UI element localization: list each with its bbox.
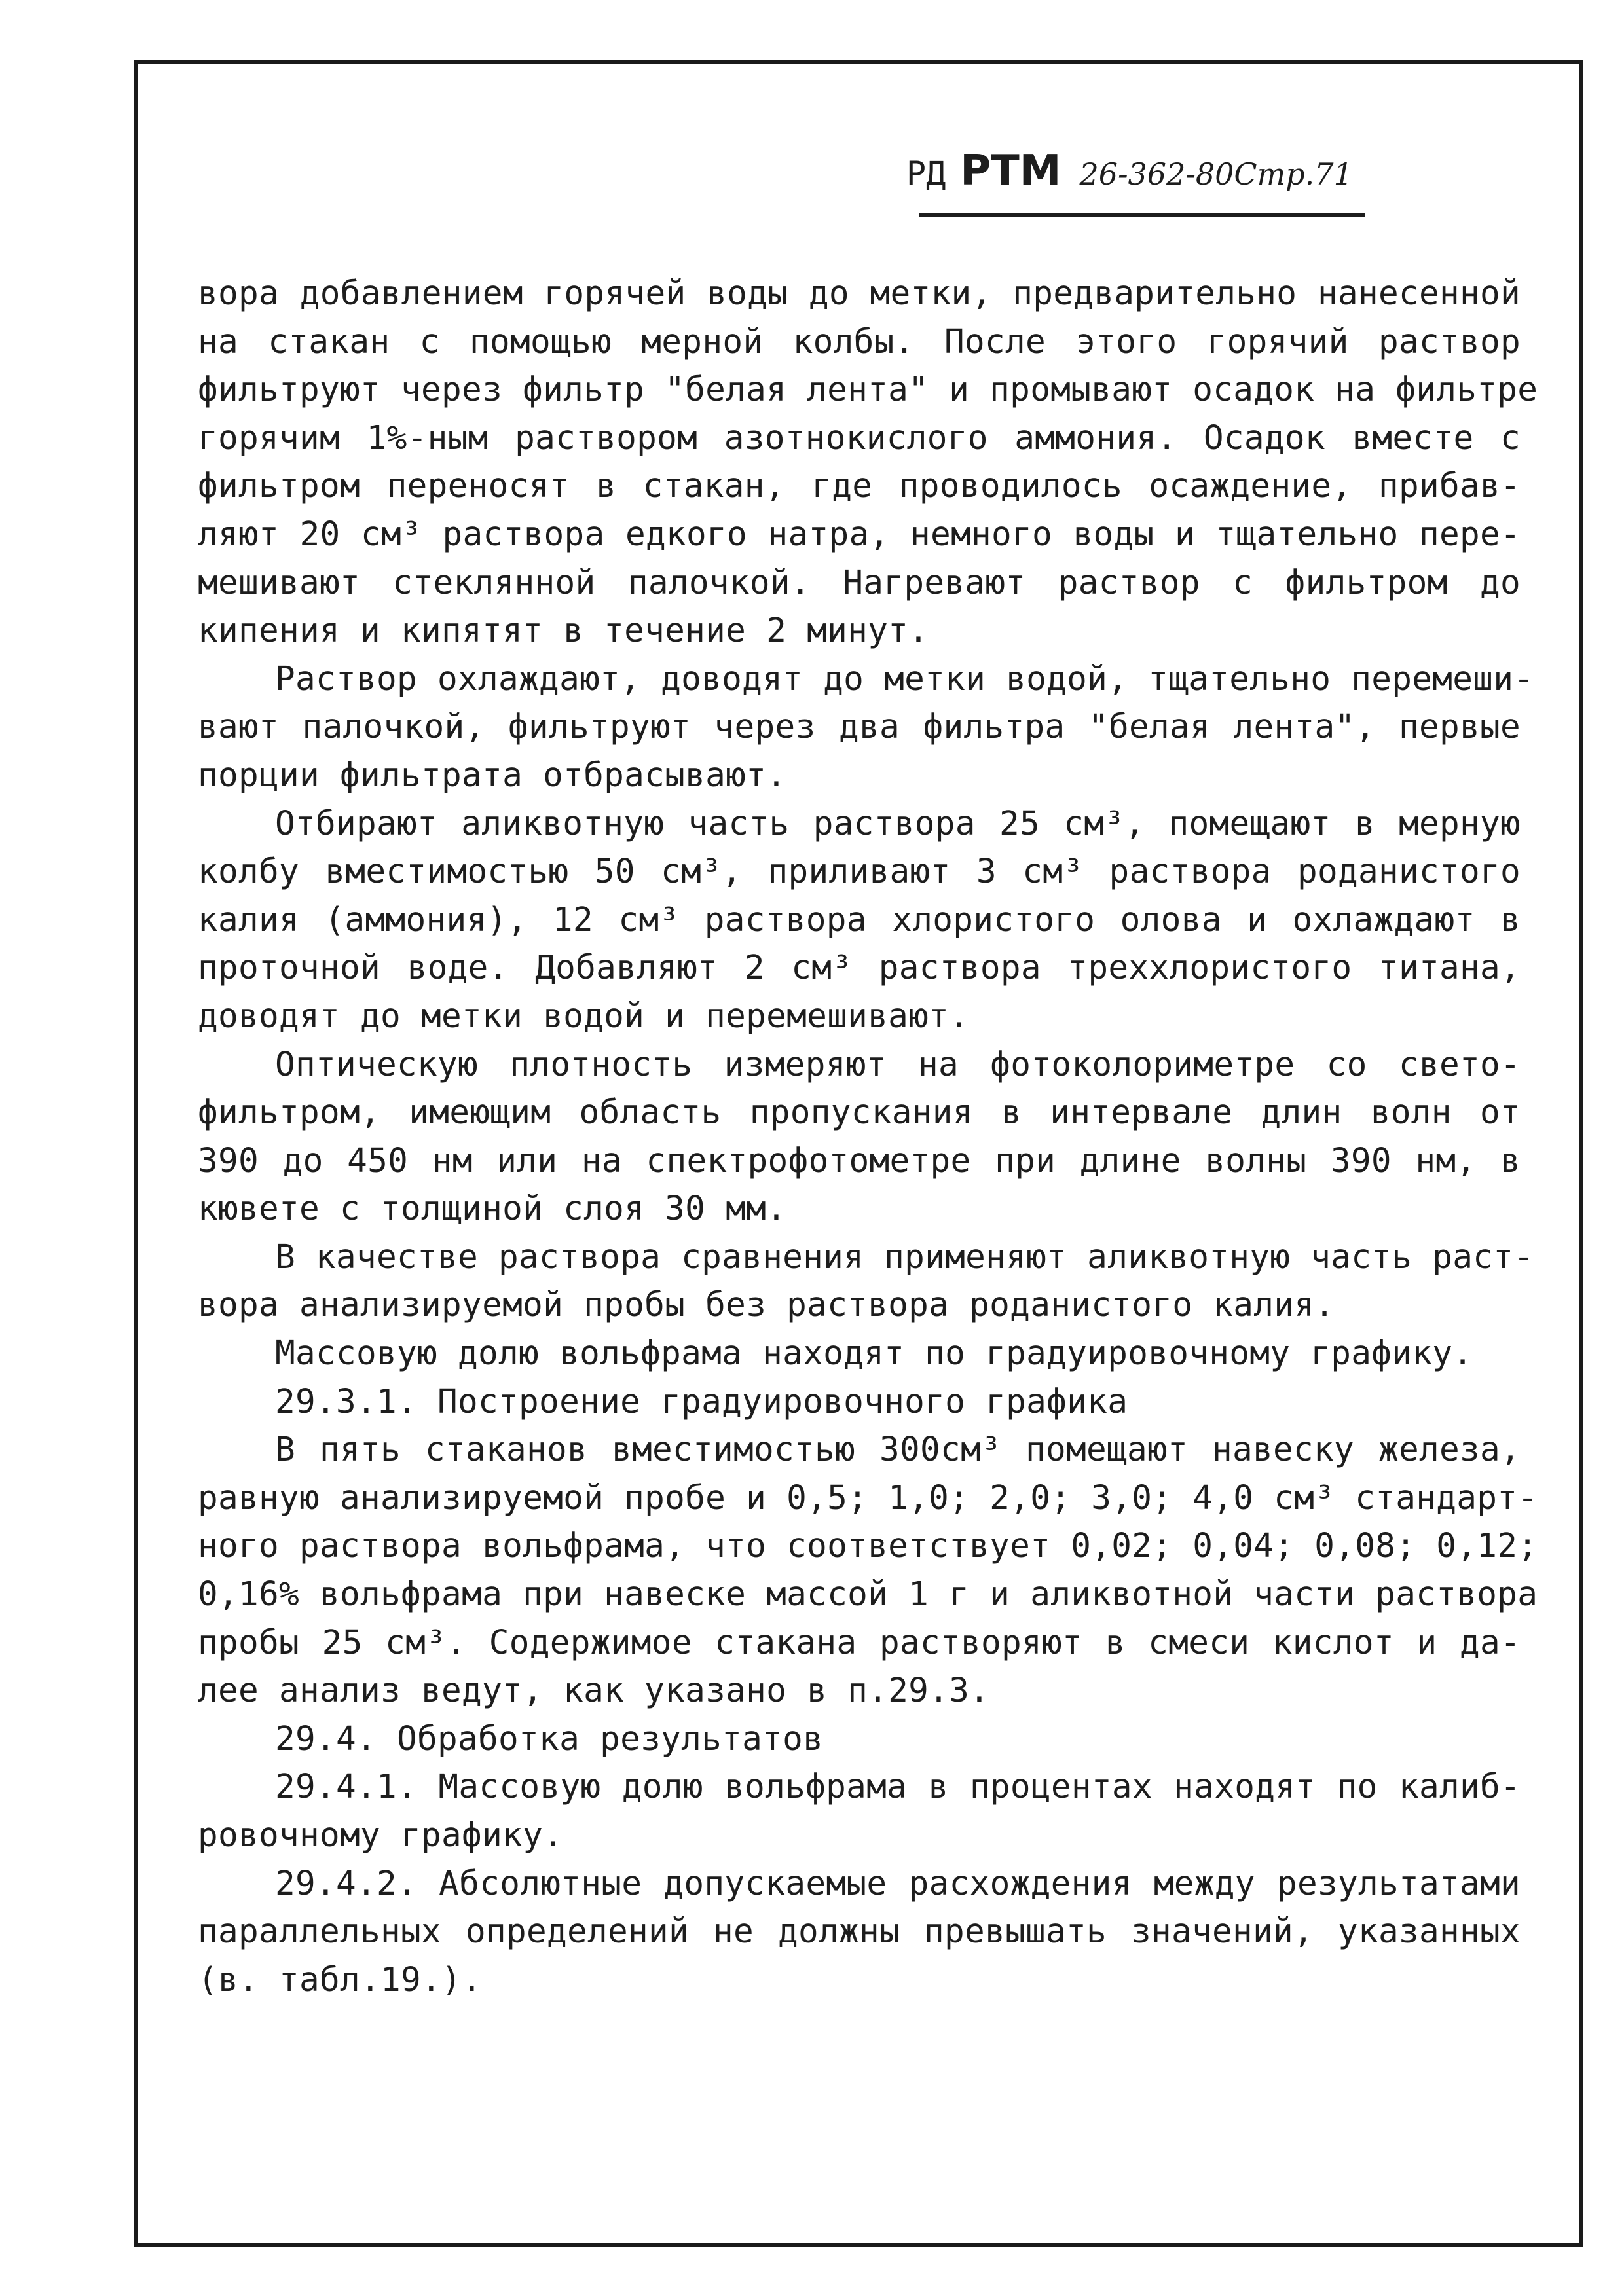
text-line: вора добавлением горячей воды до метки, предварительно нанесенной (198, 274, 1521, 313)
section-heading: 29.4. Обработка результатов (275, 1719, 824, 1758)
text-line: ляют 20 см³ раствора едкого натра, немного воды и тщательно пере- (198, 515, 1521, 554)
section-heading: 29.3.1. Построение градуировочного графика (275, 1382, 1128, 1421)
header-underline (919, 213, 1365, 217)
text-line: вора анализируемой пробы без раствора роданистого калия. (198, 1286, 1335, 1325)
text-line: 0,16% вольфрама при навеске массой 1 г и аликвотной части раствора (198, 1575, 1538, 1614)
header-rtm: РТМ (960, 147, 1061, 195)
text-line: Отбирают аликвотную часть раствора 25 см³, помещают в мерную (275, 804, 1521, 843)
text-line: равную анализируемой пробе и 0,5; 1,0; 2,0; 3,0; 4,0 см³ стандарт- (198, 1478, 1538, 1518)
header-rd: РД (906, 155, 946, 192)
document-body (198, 270, 1538, 2004)
text-line: (в. табл.19.). (198, 1960, 483, 1999)
document-header (906, 147, 1353, 195)
text-line: В пять стаканов вместимостью 300см³ помещают навеску железа, (275, 1430, 1521, 1470)
text-line: мешивают стеклянной палочкой. Нагревают раствор с фильтром до (198, 563, 1521, 602)
text-line: 390 до 450 нм или на спектрофотометре при длине волны 390 нм, в (198, 1141, 1521, 1180)
text-line: Оптическую плотность измеряют на фотоколориметре со свето- (275, 1045, 1521, 1084)
text-line: порции фильтрата отбрасывают. (198, 756, 787, 795)
text-line: калия (аммония), 12 см³ раствора хлористого олова и охлаждают в (198, 900, 1521, 939)
text-line: проточной воде. Добавляют 2 см³ раствора треххлористого титана, (198, 949, 1521, 988)
text-line: ного раствора вольфрама, что соответствует 0,02; 0,04; 0,08; 0,12; (198, 1527, 1538, 1566)
text-line: доводят до метки водой и перемешивают. (198, 996, 970, 1036)
text-line: пробы 25 см³. Содержимое стакана растворяют в смеси кислот и да- (198, 1623, 1521, 1662)
text-line: на стакан с помощью мерной колбы. После этого горячий раствор (198, 322, 1521, 361)
text-line: кювете с толщиной слоя 30 мм. (198, 1190, 787, 1229)
text-line: 29.4.1. Массовую долю вольфрама в процентах находят по калиб- (275, 1768, 1521, 1807)
header-doc-number: 26-362-80Стр.71 (1079, 156, 1353, 192)
text-line: кипения и кипятят в течение 2 минут. (198, 611, 929, 651)
text-line: параллельных определений не должны превышать значений, указанных (198, 1912, 1521, 1952)
text-line: фильтруют через фильтр "белая лента" и промывают осадок на фильтре (198, 371, 1538, 410)
text-line: лее анализ ведут, как указано в п.29.3. (198, 1671, 990, 1711)
text-line: фильтром переносят в стакан, где проводилось осаждение, прибав- (198, 467, 1521, 506)
text-line: 29.4.2. Абсолютные допускаемые расхождения между результатами (275, 1864, 1521, 1903)
text-line: вают палочкой, фильтруют через два фильтра "белая лента", первые (198, 708, 1521, 747)
text-line: фильтром, имеющим область пропускания в интервале длин волн от (198, 1093, 1521, 1133)
text-line: ровочному графику. (198, 1816, 564, 1855)
text-line: колбу вместимостью 50 см³, приливают 3 см³ раствора роданистого (198, 852, 1521, 892)
text-line: Раствор охлаждают, доводят до метки водой, тщательно перемеши- (275, 659, 1534, 699)
text-line: горячим 1%-ным раствором азотнокислого аммония. Осадок вместе с (198, 418, 1521, 458)
text-line: Массовую долю вольфрама находят по градуировочному графику. (275, 1334, 1473, 1374)
text-line: В качестве раствора сравнения применяют аликвотную часть раст- (275, 1237, 1534, 1277)
